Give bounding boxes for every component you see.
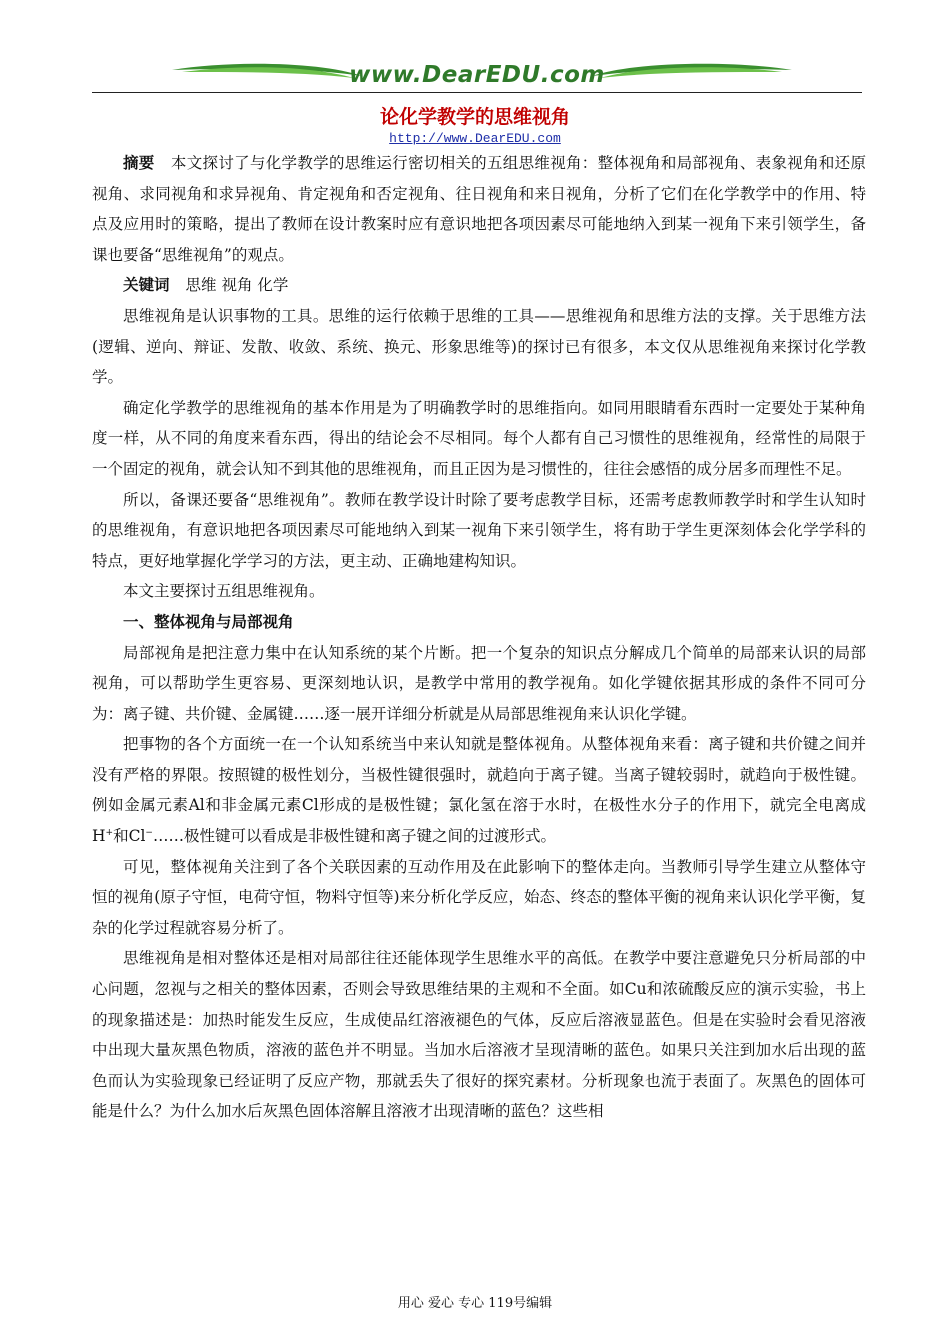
body-paragraph: 思维视角是认识事物的工具。思维的运行依赖于思维的工具——思维视角和思维方法的支撑。关于思维方法(逻辑、逆向、辩证、发散、收敛、系统、换元、形象思维等)的探讨已有很多，本文仅从思维视角来探讨化学教学。 (92, 306, 866, 387)
section-paragraph: 局部视角是把注意力集中在认知系统的某个片断。把一个复杂的知识点分解成几个简单的局部来认识的局部视角，可以帮助学生更容易、更深刻地认识，是教学中常用的教学视角。如化学键依据其形成的条件不同可分为：离子键、共价键、金属键……逐一展开详细分析就是从局部思维视角来认识化学键。 (92, 643, 866, 723)
abstract-text: 本文探讨了与化学教学的思维运行密切相关的五组思维视角：整体视角和局部视角、表象视角和还原视角、求同视角和求异视角、肯定视角和否定视角、往日视角和来日视角，分析了它们在化学教学中的作用、特点及应用时的策略，提出了教师在设计教案时应有意识地把各项因素尽可能地纳入到某一视角下来引领学生，备课也要备“思维视角”的观点。 (92, 154, 866, 264)
article-body (92, 148, 866, 1127)
ion-text: 和Cl (113, 827, 146, 846)
page-title: 论化学教学的思维视角 (379, 106, 570, 128)
body-paragraph: 确定化学教学的思维视角的基本作用是为了明确教学时的思维指向。如同用眼睛看东西时一定要处于某种角度一样，从不同的角度来看东西，得出的结论会不尽相同。每个人都有自己习惯性的思维视角，经常性的局限于一个固定的视角，就会认知不到其他的思维视角，而且正因为是习惯性的，往往会感悟的成分居多而理性不足。 (92, 398, 866, 478)
page-footer: 用心 爱心 专心 119号编辑 (397, 1296, 553, 1311)
keywords-label: 关键词 (123, 276, 170, 295)
section-paragraph (92, 729, 866, 851)
section-heading: 一、整体视角与局部视角 (123, 612, 294, 631)
source-link[interactable]: http://www.DearEDU.com (389, 131, 561, 146)
section-paragraph: 思维视角是相对整体还是相对局部往往还能体现学生思维水平的高低。在教学中要注意避免只分析局部的中心问题，忽视与之相关的整体因素，否则会导致思维结果的主观和不全面。如Cu和浓硫酸反应的演示实验，书上的现象描述是：加热时能发生反应，生成使品红溶液褪色的气体，反应后溶液显蓝色。但是在实验时会看见溶液中出现大量灰黑色物质，溶液的蓝色并不明显。当加水后溶液才呈现清晰的蓝色。如果只关注到加水后出现的蓝色而认为实验现象已经证明了反应产物，那就丢失了很好的探究素材。分析现象也流于表面了。灰黑色的固体可能是什么？为什么加水后灰黑色固体溶解且溶液才出现清晰的蓝色？这些相 (92, 949, 866, 1121)
site-logo[interactable]: www.DearEDU.com (349, 62, 605, 88)
header-divider (92, 92, 862, 93)
abstract-paragraph (92, 148, 866, 270)
section-paragraph-text: 把事物的各个方面统一在一个认知系统当中来认知就是整体视角。从整体视角来看：离子键和共价键之间并没有严格的界限。按照键的极性划分，当极性键很强时，就趋向于离子键。当离子键较弱时，就趋向于极性键。例如金属元素Al和非金属元素Cl形成的是极性键；氯化氢在溶于水时，在极性水分子的作用下，就完全电离成H (92, 735, 866, 846)
abstract-label: 摘要 (123, 154, 155, 172)
keywords-text: 思维 视角 化学 (185, 276, 289, 295)
ion-text-tail: ……极性键可以看成是非极性键和离子键之间的过渡形式。 (152, 827, 556, 846)
body-paragraph: 所以，备课还要备“思维视角”。教师在教学设计时除了要考虑教学目标，还需考虑教师教学时和学生认知时的思维视角，有意识地把各项因素尽可能地纳入到某一视角下来引领学生，将有助于学生更深刻体会化学学科的特点，更好地掌握化学学习的方法，更主动、正确地建构知识。 (92, 490, 866, 570)
superscript-minus: − (145, 827, 153, 838)
keywords-paragraph (92, 270, 866, 301)
section-paragraph: 可见，整体视角关注到了各个关联因素的互动作用及在此影响下的整体走向。当教师引导学生建立从整体守恒的视角(原子守恒，电荷守恒，物料守恒等)来分析化学反应，始态、终态的整体平衡的视角来认识化学平衡，复杂的化学过程就容易分析了。 (92, 857, 866, 937)
header-banner (92, 56, 862, 94)
superscript-plus: + (105, 827, 114, 838)
body-paragraph: 本文主要探讨五组思维视角。 (123, 582, 325, 601)
